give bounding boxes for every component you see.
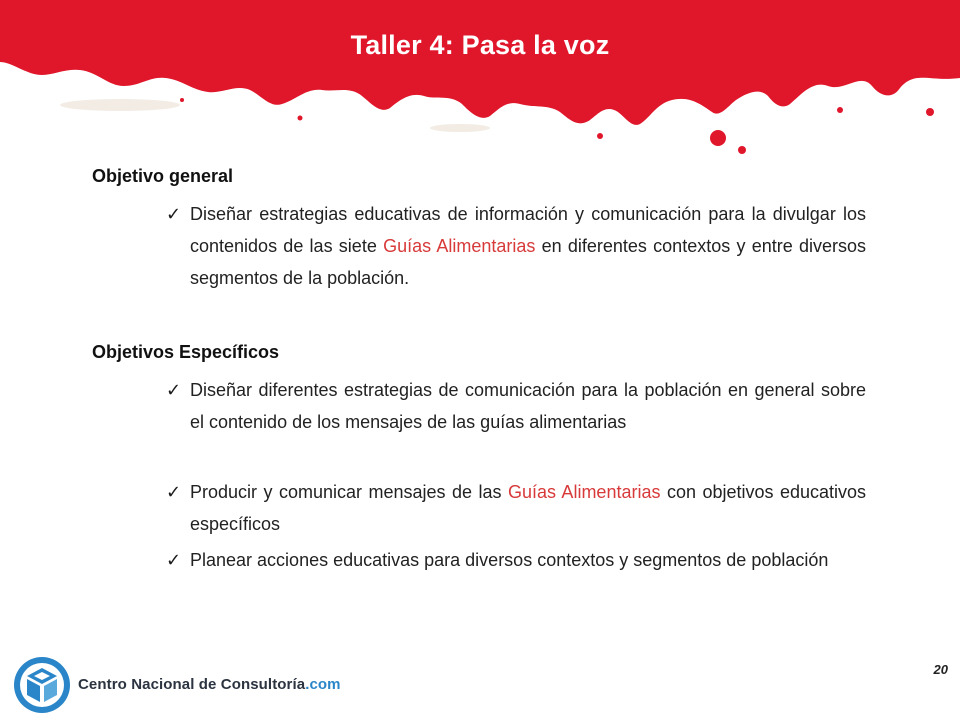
cnc-cube-logo-icon	[12, 655, 72, 715]
slide-title: Taller 4: Pasa la voz	[350, 30, 610, 60]
specific-objectives-heading: Objetivos Específicos	[92, 342, 280, 362]
page-number: 20	[933, 662, 948, 677]
organization-domain: .com	[305, 676, 341, 693]
organization-name: Centro Nacional de Consultoría.com	[78, 676, 341, 693]
checkmark-icon: ✓	[166, 380, 182, 400]
specific-objective-item: ✓ Planear acciones educativas para diversos contextos y segmentos de población	[190, 544, 866, 576]
checkmark-icon: ✓	[166, 204, 182, 224]
general-objective-item: ✓ Diseñar estrategias educativas de información y comunicación para la divulgar los contenidos de las siete Guías Alimentarias en diferentes contextos y entre diversos segmentos de la población.	[190, 198, 866, 294]
specific-objective-item: ✓ Diseñar diferentes estrategias de comunicación para la población en general sobre el contenido de los mensajes de las guías alimentarias	[190, 374, 866, 438]
general-objective-heading: Objetivo general	[92, 166, 234, 186]
checkmark-icon: ✓	[166, 550, 182, 570]
highlight-text: Guías Alimentarias	[383, 236, 536, 256]
highlight-text: Guías Alimentarias	[507, 482, 661, 502]
specific-objective-item: ✓ Producir y comunicar mensajes de las Guías Alimentarias con objetivos educativos específicos	[190, 476, 866, 540]
checkmark-icon: ✓	[166, 482, 182, 502]
